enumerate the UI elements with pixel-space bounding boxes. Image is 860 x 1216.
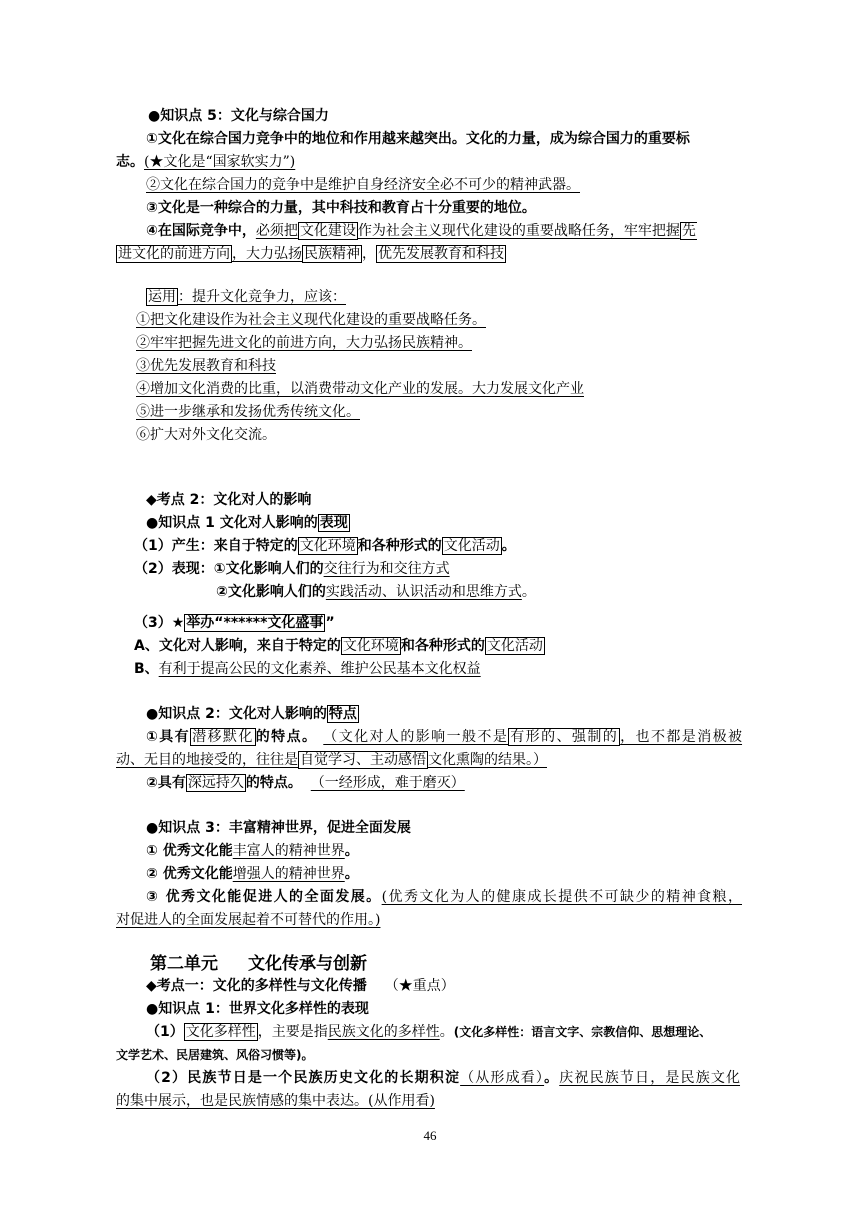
application-item3: ③优先发展教育和科技 bbox=[136, 358, 276, 374]
application-item5: ⑤进一步继承和发扬优秀传统文化。 bbox=[136, 404, 360, 420]
kp3-item1-end: 。 bbox=[344, 843, 359, 859]
kp5-item4-lead: ④在国际竞争中， bbox=[146, 223, 256, 239]
kp2-item2-mid: 的特点。 bbox=[245, 775, 302, 791]
boxed-conscious-learning: 自觉学习、主动感悟 bbox=[300, 752, 426, 768]
diversity-item1-national: 民族文化的多样性 bbox=[327, 1024, 440, 1040]
point-a-lead: A、文化对人影响，来自于特定的 bbox=[134, 638, 341, 654]
kp1-point-b bbox=[134, 658, 481, 680]
kp5-item2: ②文化在综合国力的竞争中是维护自身经济安全必不可少的精神武器。 bbox=[146, 177, 580, 193]
kp5-item1-line1: ①文化在综合国力竞争中的地位和作用越来越突出。文化的力量，成为综合国力的重要标 bbox=[146, 131, 690, 147]
kp2-item2 bbox=[146, 772, 465, 794]
kp1-expression2-end: 。 bbox=[521, 584, 536, 600]
diversity-item1-line2: 文学艺术、民居建筑、风俗习惯等)。 bbox=[116, 1048, 314, 1062]
boxed-cultural-environment-2: 文化环境 bbox=[342, 638, 399, 654]
kp2-item1-line2-end: 文化熏陶的结果。） bbox=[428, 752, 547, 768]
boxed-cultural-diversity: 文化多样性 bbox=[185, 1024, 256, 1040]
kp3-item2 bbox=[146, 863, 359, 885]
application-item1: ①把文化建设作为社会主义现代化建设的重要战略任务。 bbox=[136, 312, 486, 328]
diversity-item2-line1 bbox=[146, 1067, 740, 1089]
kp1-event-lead: （3）★ bbox=[134, 615, 185, 631]
kp2-item1-lead: ①具有 bbox=[146, 729, 191, 745]
diversity-item1-mid: ，主要是指 bbox=[257, 1024, 328, 1040]
diversity-item1-line1 bbox=[146, 1021, 711, 1043]
boxed-cultural-environment: 文化环境 bbox=[299, 538, 356, 554]
point-a-mid: 和各种形式的 bbox=[400, 638, 485, 654]
kp5-item4-promote: ，大力弘扬 bbox=[232, 246, 302, 262]
diversity-item1-lead: （1） bbox=[146, 1024, 184, 1040]
kp1-expression-1 bbox=[134, 558, 450, 580]
boxed-culture-construction: 文化建设 bbox=[299, 223, 356, 239]
kp2-item1-note-cont: ，也不都是消极被 bbox=[620, 729, 743, 745]
kp5-heading: ●知识点 5：文化与综合国力 bbox=[148, 108, 329, 124]
diversity-item2-line2: 的集中展示，也是民族情感的集中表达。(从作用看) bbox=[116, 1093, 435, 1109]
boxed-subtle-influence: 潜移默化 bbox=[192, 729, 254, 745]
kp3-item1-lead: ① 优秀文化能 bbox=[146, 843, 233, 859]
kp2-item1-mid: 的特点。 bbox=[255, 729, 318, 745]
kp5-item4-must: 必须把 bbox=[255, 223, 298, 239]
exam-point1-heading bbox=[146, 975, 455, 997]
diversity-kp1-heading: ●知识点 1：世界文化多样性的表现 bbox=[146, 1001, 369, 1017]
boxed-education-technology: 优先发展教育和科技 bbox=[378, 246, 504, 262]
kp5-item1-line2 bbox=[116, 151, 295, 173]
kp1-origin bbox=[134, 535, 516, 557]
boxed-manifestation: 表现 bbox=[319, 515, 348, 531]
kp5-item1-text-end: 志。 bbox=[116, 154, 144, 170]
diversity-item2-form-note: （从形成看） bbox=[460, 1070, 545, 1086]
kp1-interaction: 交往行为和交往方式 bbox=[323, 561, 450, 577]
kp3-item2-lead: ② 优秀文化能 bbox=[146, 866, 233, 882]
unit2-title bbox=[150, 953, 367, 975]
point-b-text: 有利于提高公民的文化素养、维护公民基本文化权益 bbox=[158, 661, 481, 677]
kp5-item3: ③文化是一种综合的力量，其中科技和教育占十分重要的地位。 bbox=[146, 200, 536, 216]
exam-point2-heading: ◆考点 2：文化对人的影响 bbox=[146, 492, 312, 508]
application-item6: ⑥扩大对外文化交流。 bbox=[136, 427, 276, 443]
point-b-lead: B、 bbox=[134, 661, 159, 677]
boxed-cultural-event: 举办“******文化盛事 bbox=[186, 615, 324, 631]
diversity-item1-end: 。 bbox=[439, 1024, 454, 1040]
kp5-soft-power-note: (★文化是“国家软实力”) bbox=[144, 154, 296, 170]
boxed-advanced-culture-direction: 进文化的前进方向 bbox=[118, 246, 230, 262]
kp1-heading bbox=[146, 512, 350, 534]
kp1-point-a bbox=[134, 635, 545, 657]
kp3-item1 bbox=[146, 840, 359, 862]
kp3-item3-line2: 对促进人的全面发展起着不可替代的作用。) bbox=[116, 912, 381, 928]
boxed-national-spirit: 民族精神 bbox=[304, 246, 360, 262]
diversity-item2-stop: 。 bbox=[544, 1070, 560, 1086]
kp5-item4-task: 作为社会主义现代化建设的重要战略任务，牢牢把握 bbox=[357, 223, 680, 239]
kp2-item2-lead: ②具有 bbox=[146, 775, 186, 791]
kp1-origin-lead: （1）产生：来自于特定的 bbox=[134, 538, 298, 554]
boxed-cultural-activities: 文化活动 bbox=[443, 538, 500, 554]
boxed-lasting: 深远持久 bbox=[187, 775, 244, 791]
kp2-item1-line1 bbox=[146, 726, 742, 748]
kp3-heading: ●知识点 3：丰富精神世界，促进全面发展 bbox=[146, 820, 411, 836]
diversity-item2-lead: （2）民族节日是一个民族历史文化的长期积淀 bbox=[146, 1070, 461, 1086]
application-item4: ④增加文化消费的比重，以消费带动文化产业的发展。大力发展文化产业 bbox=[136, 381, 584, 397]
boxed-characteristics: 特点 bbox=[328, 706, 357, 722]
kp1-origin-mid: 和各种形式的 bbox=[357, 538, 442, 554]
kp1-expression-lead: （2）表现：①文化影响人们的 bbox=[134, 561, 324, 577]
application-heading bbox=[146, 286, 346, 308]
kp3-item2-text: 增强人的精神世界 bbox=[232, 866, 345, 882]
kp3-item2-end: 。 bbox=[344, 866, 359, 882]
kp3-item1-text: 丰富人的精神世界 bbox=[232, 843, 345, 859]
kp1-practice: 实践活动、认识活动和思维方式 bbox=[325, 584, 522, 600]
unit2-label: 第二单元 bbox=[150, 954, 218, 974]
kp2-item1-line2 bbox=[116, 749, 547, 771]
kp1-origin-end: 。 bbox=[501, 538, 516, 554]
application-lead: ：提升文化竞争力，应该： bbox=[178, 289, 346, 305]
kp1-event-quote: ” bbox=[325, 615, 335, 631]
boxed-tangible-compulsory: 有形的、强制的 bbox=[510, 729, 619, 745]
boxed-cultural-activities-2: 文化活动 bbox=[486, 638, 543, 654]
page-number: 46 bbox=[423, 1128, 437, 1143]
kp1-event bbox=[134, 612, 335, 634]
kp3-item3-line1 bbox=[146, 886, 742, 908]
diversity-item1-note: (文化多样性：语言文字、宗教信仰、思想理论、 bbox=[453, 1025, 712, 1039]
kp1-heading-text: ●知识点 1 文化对人影响的 bbox=[146, 515, 318, 531]
kp1-expression-2 bbox=[216, 581, 536, 603]
kp2-heading bbox=[146, 703, 359, 725]
kp3-item3-note: (优秀文化为人的健康成长提供不可缺少的精神食粮， bbox=[381, 889, 742, 905]
kp2-item1-note: （文化对人的影响一般不是 bbox=[323, 729, 509, 745]
unit2-name: 文化传承与创新 bbox=[248, 954, 367, 974]
kp5-item4-line2 bbox=[116, 243, 506, 265]
exam-point1-text: ◆考点一：文化的多样性与文化传播 bbox=[146, 978, 367, 994]
kp2-heading-text: ●知识点 2：文化对人影响的 bbox=[146, 706, 327, 722]
diversity-item2-festival: 庆祝民族节日，是民族文化 bbox=[559, 1070, 741, 1086]
kp2-item1-line2-text: 动、无目的地接受的，往往是 bbox=[116, 752, 298, 768]
boxed-advanced-culture-start: 先 bbox=[681, 223, 696, 239]
boxed-application-label: 运用 bbox=[148, 289, 176, 305]
kp1-expression2-lead: ②文化影响人们的 bbox=[216, 584, 326, 600]
kp5-item4-line1 bbox=[146, 220, 697, 242]
kp3-item3-lead: ③ 优秀文化能促进人的全面发展。 bbox=[146, 889, 382, 905]
exam-point1-key: （★重点） bbox=[384, 978, 455, 994]
kp5-item4-comma: ， bbox=[362, 246, 376, 262]
application-item2: ②牢牢把握先进文化的前进方向，大力弘扬民族精神。 bbox=[136, 335, 472, 351]
kp2-item2-note: （一经形成，难于磨灭） bbox=[310, 775, 465, 791]
